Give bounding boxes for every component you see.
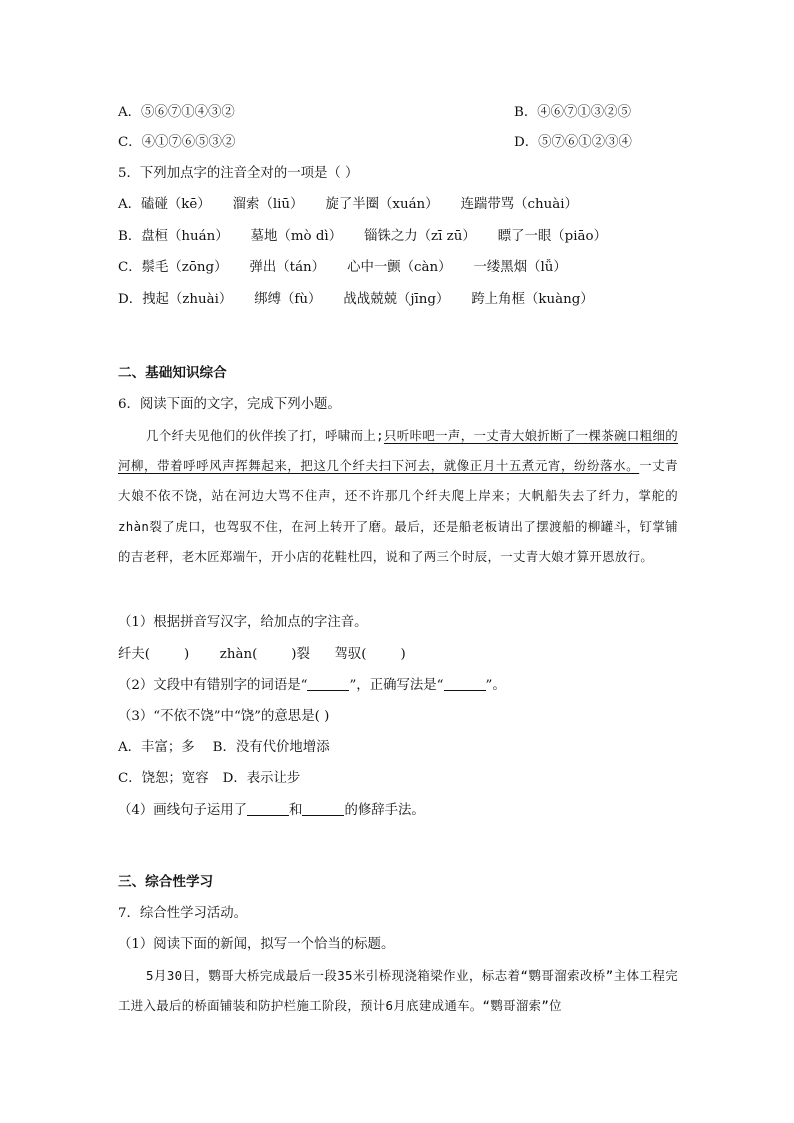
section-3-heading: 三、综合性学习 <box>118 874 214 890</box>
q4-options-row-1 <box>118 104 631 122</box>
q6-sub3-options-ab <box>118 739 330 757</box>
answer-blank-rhetoric-1[interactable] <box>247 803 289 816</box>
q5-option-b[interactable]: B．盘桓（huán） 墓地（mò dì） 锱铢之力（zī zū） 瞟了一眼（piāo） <box>118 229 607 244</box>
q4-option-a[interactable]: A．⑤⑥⑦①④③② <box>118 105 235 120</box>
q6-passage: 几个纤夫见他们的伙伴挨了打，呼啸而上;只听咔吧一声，一丈青大娘折断了一棵茶碗口粗细的河柳，带着呼呼风声挥舞起来，把这几个纤夫扫下河去，就像正月十五煮元宵，纷纷落水。一丈青大娘不依不饶，站在河边大骂不住声，还不许那几个纤夫爬上岸来；大帆船失去了纤力，掌舵的zhàn裂了虎口，也驾驭不住，在河上转开了磨。最后，还是船老板请出了摆渡船的柳罐斗，钉掌铺的吉老秤，老木匠郑端午，开小店的花鞋杜四，说和了两三个时辰，一丈青大娘才算开恩放行。 <box>118 428 678 564</box>
q4-option-d[interactable]: D．⑤⑦⑥①②③④ <box>514 135 632 150</box>
q7-stem: 7．综合性学习活动。 <box>118 906 248 921</box>
underlined-sentence: 只听咔吧一声，一丈青大娘折断了一棵茶碗口粗细的河柳，带着呼呼风声挥舞起来，把这几个纤夫扫下河去，就像正月十五煮元宵，纷纷落水。 <box>118 428 678 474</box>
answer-blank-correct-word[interactable] <box>444 678 486 691</box>
q6-sub3-option-b[interactable]: B．没有代价地增添 <box>212 740 330 755</box>
q6-sub1-items: 纤夫( ) zhàn( )裂 驾驭( ) <box>118 647 406 662</box>
q5-stem: 5．下列加点字的注音全对的一项是（ ） <box>118 166 359 181</box>
q6-sub3-option-d[interactable]: D．表示让步 <box>222 771 301 786</box>
q4-option-c[interactable]: C．④①⑦⑥⑤③② <box>118 135 236 150</box>
q5-option-c[interactable]: C．鬃毛（zōng） 弹出（tán） 心中一颤（càn） 一缕黑烟（lǚ） <box>118 260 567 275</box>
q6-sub1: （1）根据拼音写汉字，给加点的字注音。 <box>118 615 368 630</box>
q5-option-d[interactable]: D．拽起（zhuài） 绑缚（fù） 战战兢兢（jīng） 跨上角框（kuàng） <box>118 292 594 307</box>
q7-sub1: （1）阅读下面的新闻，拟写一个恰当的标题。 <box>118 937 395 952</box>
answer-blank-wrong-word[interactable] <box>307 678 349 691</box>
q6-sub3-options-cd <box>118 770 300 788</box>
q6-sub4: （4）画线句子运用了 和 的修辞手法。 <box>118 803 425 818</box>
q6-stem: 6．阅读下面的文字，完成下列小题。 <box>118 397 341 412</box>
q6-sub3-option-c[interactable]: C．饶恕；宽容 <box>118 771 209 786</box>
q4-option-b[interactable]: B．④⑥⑦①③②⑤ <box>514 105 631 120</box>
answer-blank-rhetoric-2[interactable] <box>302 803 344 816</box>
section-2-heading: 二、基础知识综合 <box>118 365 227 381</box>
q4-options-row-2 <box>118 134 632 152</box>
q7-news-passage: 5月30日，鹦哥大桥完成最后一段35米引桥现浇箱梁作业，标志着“鹦哥溜索改桥”主体工程完工进入最后的桥面铺装和防护栏施工阶段，预计6月底建成通车。“鹦哥溜索”位 <box>118 968 678 1014</box>
q6-sub3-option-a[interactable]: A．丰富；多 <box>118 740 195 755</box>
q5-option-a[interactable]: A．磕碰（kē） 溜索（liū） 旋了半圈（xuán） 连踹带骂（chuài） <box>118 197 578 212</box>
q6-sub2: （2）文段中有错别字的词语是“ ”，正确写法是“ ”。 <box>118 678 506 693</box>
q6-sub3: （3）“不依不饶”中“饶”的意思是( ) <box>118 709 330 724</box>
